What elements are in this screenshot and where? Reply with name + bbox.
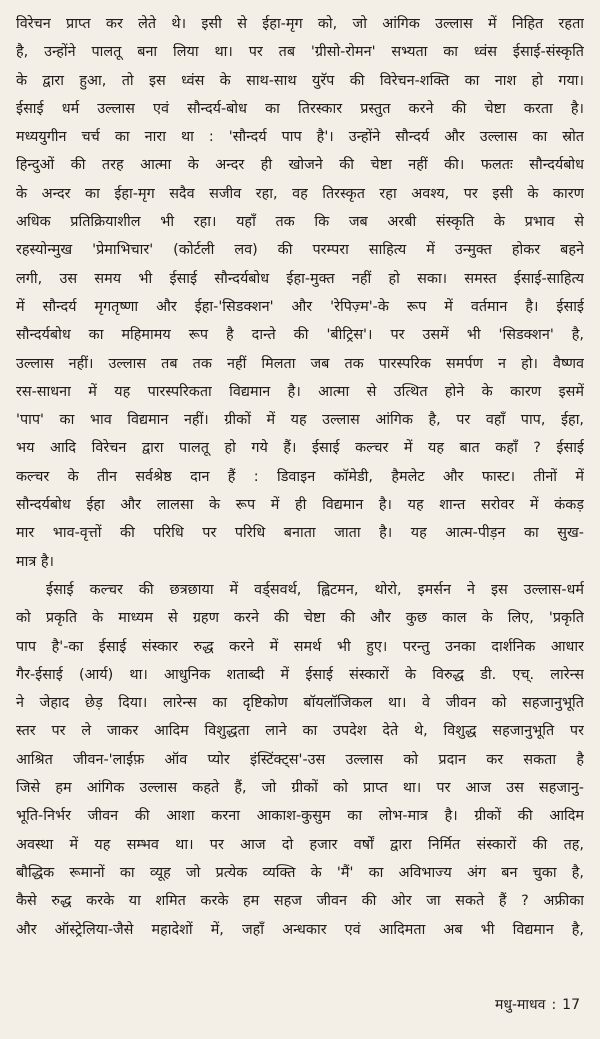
text-line: गैर-ईसाई (आर्य) था। आधुनिक शताब्दी में ईसाई संस्कारों के विरुद्ध डी. एच्. लारेन्स	[16, 666, 584, 683]
text-line: है, उन्होंने पालतू बना लिया था। पर तब 'ग्रीसो-रोमन' सभ्यता का ध्वंस ईसाई-संस्कृति	[16, 44, 584, 61]
text-line: के द्वारा हुआ, तो इस ध्वंस के साथ-साथ युरॅप की विरेचन-शक्ति का नाश हो गया।	[16, 72, 584, 89]
text-line: सौन्दर्यबोध ईहा और लालसा के रूप में ही विद्यमान है। यह शान्त सरोवर में कंकड़	[16, 497, 584, 514]
text-line: अधिक प्रतिक्रियाशील भी रहा। यहाँ तक कि जब अरबी संस्कृति के प्रभाव से	[16, 214, 584, 231]
text-line: भूति-निर्भर जीवन की आशा करना आकाश-कुसुम का लोभ-मात्र है। ग्रीकों की आदिम	[16, 808, 584, 825]
text-line: जिसे हम आंगिक उल्लास कहते हैं, जो ग्रीकों को प्राप्त था। पर आज उस सहजानु-	[16, 780, 584, 797]
text-line: उल्लास नहीं। उल्लास तब तक नहीं मिलता जब तक पारस्परिक समर्पण न हो। वैष्णव	[16, 355, 584, 372]
paragraph-1	[16, 10, 584, 576]
text-line: कैसे रुद्ध करके या शमित करके हम सहज जीवन की ओर जा सकते हैं ? अफ्रीका	[16, 893, 584, 910]
text-line: 'पाप' का भाव विद्यमान नहीं। ग्रीकों में यह उल्लास आंगिक है, पर वहाँ पाप, ईहा,	[16, 412, 584, 429]
text-line: ईसाई धर्म उल्लास एवं सौन्दर्य-बोध का तिरस्कार प्रस्तुत करने की चेष्टा करता है।	[16, 100, 584, 117]
text-line: पाप है'-का ईसाई संस्कार रुद्ध करने में समर्थ भी हुए। परन्तु उनका दार्शनिक आधार	[16, 638, 584, 655]
footer-separator: :	[551, 997, 557, 1013]
text-line: मार भाव-वृत्तों की परिधि पर परिधि बनाता जाता है। यह आत्म-पीड़न का सुख-	[16, 525, 584, 542]
text-line: स्तर पर ले जाकर आदिम विशुद्धता लाने का उपदेश देते थे, विशुद्ध सहजानुभूति पर	[16, 723, 584, 740]
text-line: मात्र है।	[16, 553, 54, 570]
text-line: मध्ययुगीन चर्च का नारा था : 'सौन्दर्य पाप है'। उन्होंने सौन्दर्य और उल्लास का स्रोत	[16, 129, 584, 146]
text-line: में सौन्दर्य मृगतृष्णा और ईहा-'सिडक्शन' और 'रेपिज़्म'-के रूप में वर्तमान है। ईसाई	[16, 298, 584, 315]
paragraph-2	[16, 576, 584, 944]
text-line: अवस्था में यह सम्भव था। पर आज दो हजार वर्षों द्वारा निर्मित संस्कारों की तह,	[16, 836, 584, 853]
text-line: भय आदि विरेचन द्वारा पालतू हो गये हैं। ईसाई कल्चर में यह बात कहाँ ? ईसाई	[16, 440, 584, 457]
text-line: बौद्धिक रूमानों का व्यूह जो प्रत्येक व्यक्ति के 'मैं' का अविभाज्य अंग बन चुका है,	[16, 864, 584, 881]
text-line: रस-साधना में यह पारस्परिकता विद्यमान है। आत्मा से उत्थित होने के कारण इसमें	[16, 383, 584, 400]
text-line: लगी, उस समय भी ईसाई सौन्दर्यबोध ईहा-मुक्त नहीं हो सका। समस्त ईसाई-साहित्य	[16, 270, 584, 287]
text-line: विरेचन प्राप्त कर लेते थे। इसी से ईहा-मृग को, जो आंगिक उल्लास में निहित रहता	[16, 16, 584, 32]
text-line: सौन्दर्यबोध का महिमामय रूप है दान्ते की 'बीट्रिस'। पर उसमें भी 'सिडक्शन' है,	[16, 327, 584, 344]
text-line: रहस्योन्मुख 'प्रेमाभिचार' (कोर्टली लव) की परम्परा साहित्य में उन्मुक्त होकर बहने	[16, 242, 584, 259]
page-footer	[495, 995, 580, 1015]
text-line: ईसाई कल्चर की छत्रछाया में वर्ड्सवर्थ, ह्विटमन, थोरो, इमर्सन ने इस उल्लास-धर्म	[46, 581, 584, 598]
page-number: 17	[562, 997, 580, 1013]
text-line: ने जेहाद छेड़ दिया। लारेन्स का दृष्टिकोण बॉयलॉजिकल था। वे जीवन को सहजानुभूति	[16, 695, 584, 712]
text-line: को प्रकृति के माध्यम से ग्रहण करने की चेष्टा की और कुछ काल के लिए, 'प्रकृति	[16, 610, 584, 627]
text-line: और ऑस्ट्रेलिया-जैसे महादेशों में, जहाँ अन्धकार एवं आदिमता अब भी विद्यमान है,	[16, 921, 584, 938]
text-line: आश्रित जीवन-'लाईफ़ ऑव प्योर इंस्टिंक्ट्स'-उस उल्लास को प्रदान कर सकता है	[16, 751, 584, 768]
text-line: के अन्दर का ईहा-मृग सदैव सजीव रहा, वह तिरस्कृत रहा अवश्य, पर इसी के कारण	[16, 185, 584, 202]
text-line: हिन्दुओं की तरह आत्मा के अन्दर ही खोजने की चेष्टा नहीं की। फलतः सौन्दर्यबोध	[16, 157, 584, 174]
text-line: कल्चर के तीन सर्वश्रेष्ठ दान हैं : डिवाइन कॉमेडी, हैमलेट और फास्ट। तीनों में	[16, 468, 584, 485]
book-title: मधु-माधव	[495, 997, 546, 1013]
